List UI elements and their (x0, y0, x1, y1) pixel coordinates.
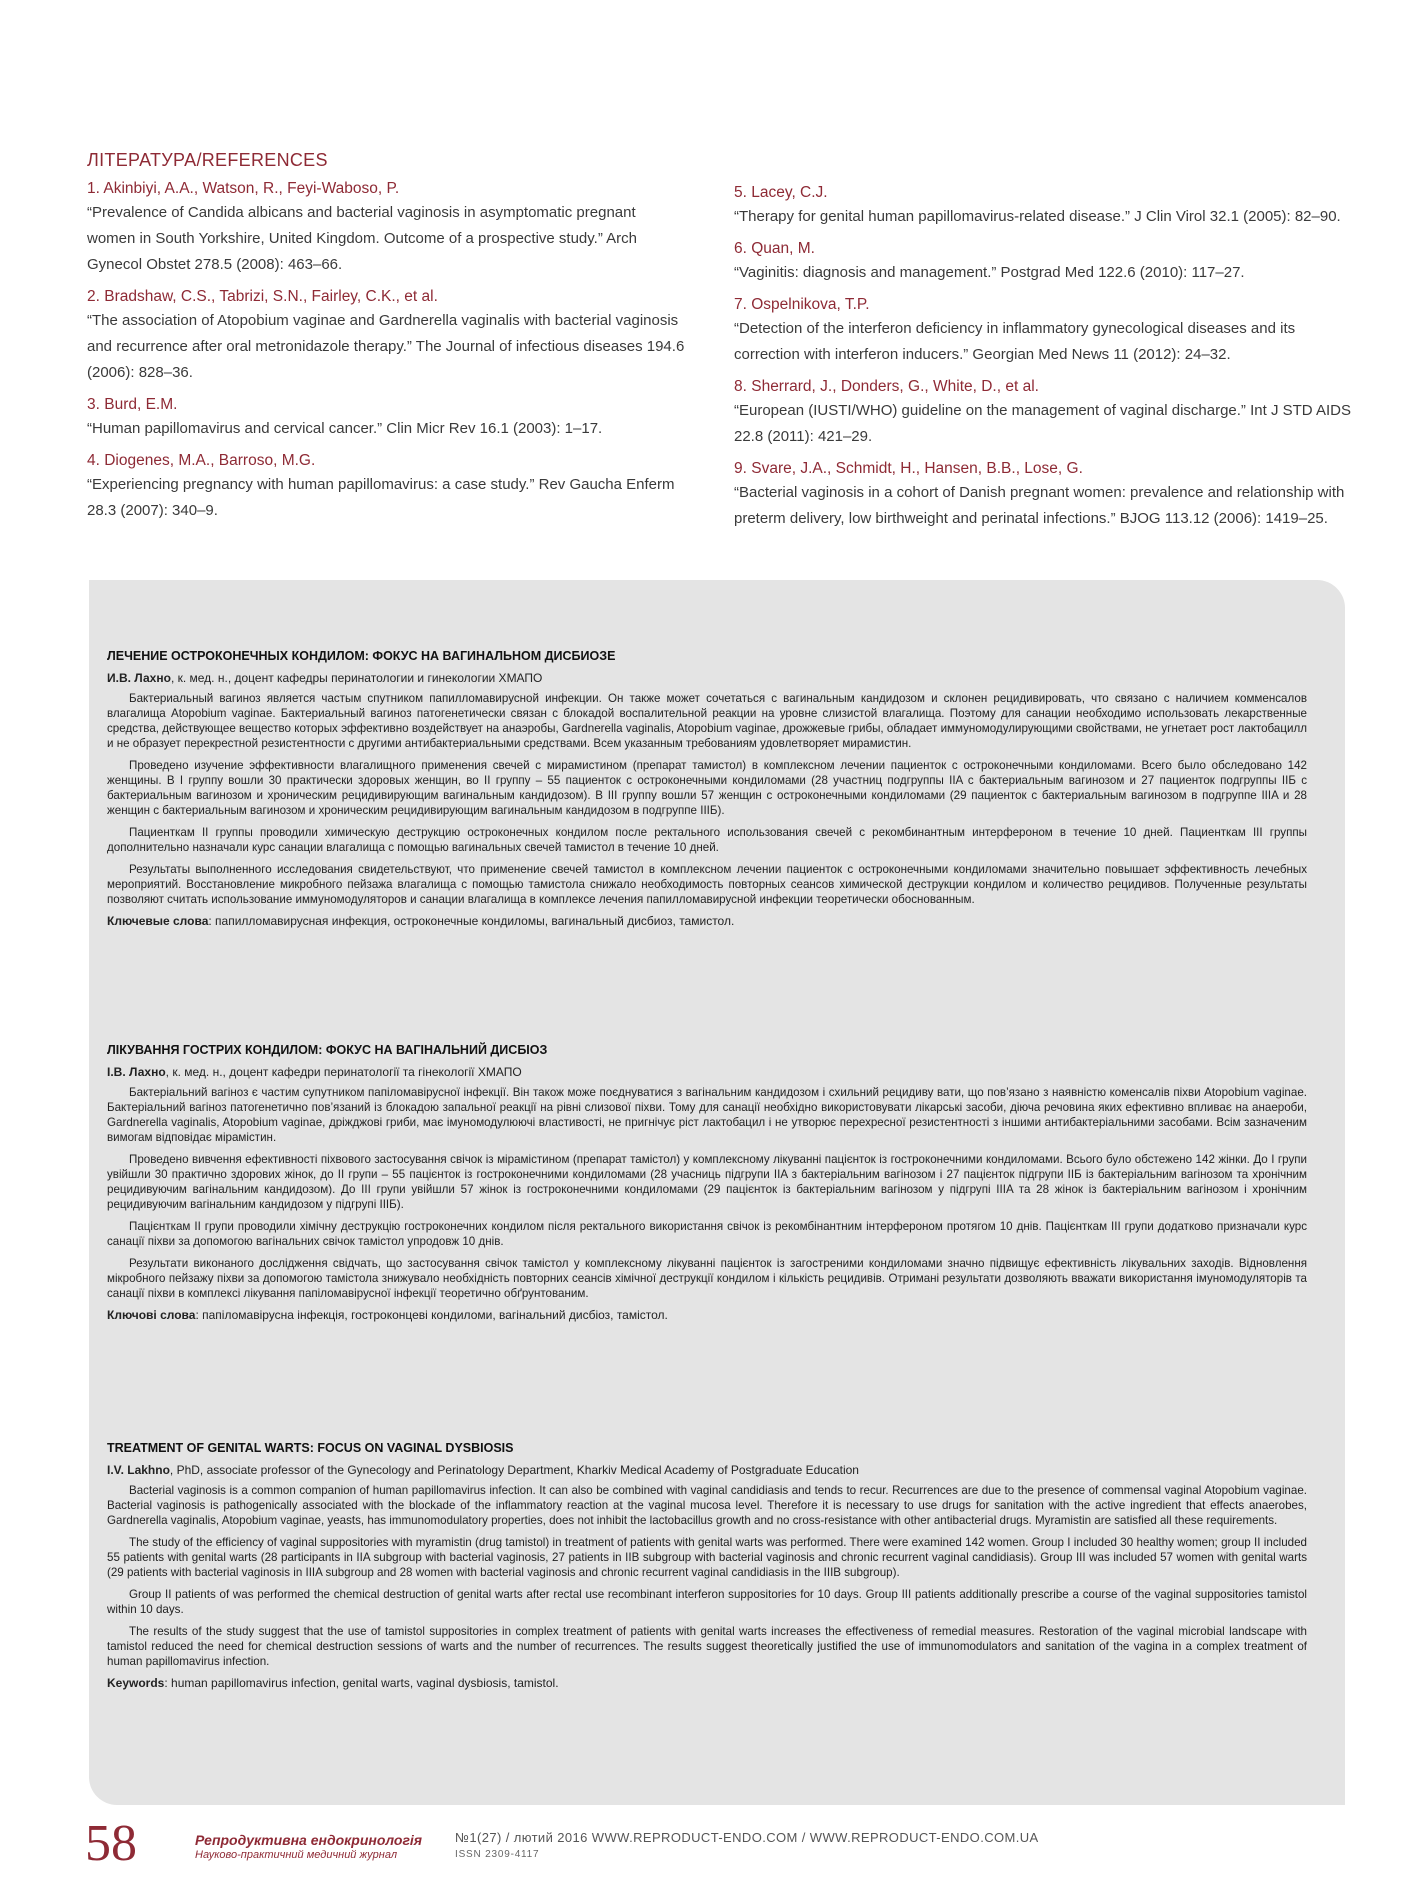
reference-authors: 3. Burd, E.M. (87, 396, 178, 413)
abstract-title: TREATMENT OF GENITAL WARTS: FOCUS ON VAGINAL DYSBIOSIS (107, 1441, 514, 1455)
journal-subtitle: Науково-практичний медичний журнал (195, 1849, 398, 1861)
keywords-text: : папилломавирусная инфекция, остроконечные кондиломы, вагинальный дисбиоз, тамистол. (208, 914, 735, 928)
reference-text: “Bacterial vaginosis in a cohort of Danish pregnant women: prevalence and relationship with preterm delivery, low birthweight and perinatal infections.” BJOG 113.12 (2006): 1419–25. (734, 484, 1345, 527)
reference-item (87, 286, 687, 386)
reference-item (734, 182, 1354, 230)
abstract-title: ЛІКУВАННЯ ГОСТРИХ КОНДИЛОМ: ФОКУС НА ВАГІНАЛЬНИЙ ДИСБІОЗ (107, 1043, 548, 1057)
author-affiliation: , PhD, associate professor of the Gynecology and Perinatology Department, Kharkiv Medical Academy of Postgraduate Education (169, 1463, 859, 1477)
references-title: ЛІТЕРАТУРА/REFERENCES (87, 150, 328, 170)
abstract-russian (107, 648, 1307, 936)
reference-authors: 7. Ospelnikova, T.P. (734, 296, 870, 313)
keywords-text: : папіломавірусна інфекція, гостроконцеві кондиломи, вагінальний дисбіоз, тамістол. (195, 1308, 668, 1322)
issn: ISSN 2309-4117 (455, 1849, 540, 1860)
reference-text: “Therapy for genital human papillomavirus-related disease.” J Clin Virol 32.1 (2005): 82–90. (734, 208, 1341, 225)
keywords-text: : human papillomavirus infection, genital warts, vaginal dysbiosis, tamistol. (164, 1676, 559, 1690)
keywords-label: Ключові слова (107, 1308, 196, 1322)
abstract-paragraph: Проведено вивчення ефективності піхвового застосування свічок із мірамістином (препарат тамістол) у комплексному лікуванні пацієнток із гостроконечними кондиломами. Всього було обстежено 142 жінки. До I групи увійшли 30 практично здорових жінок, до II групи – 55 пацієнток із гостроконечними кондиломами (28 учасниць підгрупи IIA з бактеріальним вагінозом і 27 пацієнток підгрупи IIБ із бактеріальним вагінозом та хронічним рецидивуючим вагінальним кандидозом). До III групи увійшли 57 жінок із гостроконечними кондиломами (29 пацієнток із бактеріальним вагінозом у підгрупі IIIA та 28 жінок із бактеріальним вагінозом і хронічним рецидивуючим вагінальним кандидозом у підгрупі IIIБ). (107, 1153, 1307, 1211)
abstract-author (107, 1462, 1307, 1478)
abstract-paragraph: Результати виконаного дослідження свідчать, що застосування свічок тамістол у комплексному лікуванні пацієнток із загостреними кондиломами значно підвищує ефективність лікувальних заходів. Відновлення мікробного пейзажу піхви за допомогою тамістола знижувало необхідність повторних сеансів хімічної деструкції кондилом і кількість рецидивів. Отримані результати дозволяють вважати використання імуномодуляторів та санації піхви в комплексі лікування папіломавірусної інфекції теоретично обґрунтованим. (107, 1257, 1307, 1300)
reference-authors: 4. Diogenes, M.A., Barroso, M.G. (87, 452, 316, 469)
abstract-paragraph: Проведено изучение эффективности влагалищного применения свечей с мирамистином (препарат тамистол) в комплексном лечении пациенток с остроконечными кондиломами. Всего было обследовано 142 женщины. В I группу вошли 30 практически здоровых женщин, во II группу – 55 пациенток с остроконечными кондиломами (28 участниц подгруппы IIA с бактериальным вагинозом и 27 пациенток подгруппы IIБ с бактериальным вагинозом и хроническим рецидивирующим вагинальным кандидозом). В III группу вошли 57 женщин с остроконечными кондиломами (29 пациенток с бактериальным вагинозом в подгруппе IIIA и 28 женщин с бактериальным вагинозом и хроническим рецидивирующим вагинальным кандидозом в подгруппе IIIБ). (107, 759, 1307, 817)
author-name: I.V. Lakhno (107, 1463, 170, 1477)
reference-authors: 8. Sherrard, J., Donders, G., White, D., et al. (734, 378, 1039, 395)
keywords-label: Ключевые слова (107, 914, 209, 928)
journal-name: Репродуктивна ендокринологія (195, 1832, 423, 1848)
reference-item (734, 376, 1354, 450)
abstract-ukrainian (107, 1042, 1307, 1330)
reference-authors: 2. Bradshaw, C.S., Tabrizi, S.N., Fairley, C.K., et al. (87, 288, 438, 305)
reference-authors: 1. Akinbiyi, A.A., Watson, R., Feyi-Waboso, P. (87, 180, 400, 197)
references-right-column (734, 182, 1354, 540)
reference-text: “European (IUSTI/WHO) guideline on the management of vaginal discharge.” Int J STD AIDS 22.8 (2011): 421–29. (734, 402, 1351, 445)
page-footer (85, 1815, 1345, 1878)
reference-text: “Prevalence of Candida albicans and bacterial vaginosis in asymptomatic pregnant women in South Yorkshire, United Kingdom. Outcome of a prospective study.” Arch Gynecol Obstet 278.5 (2008): 463–66. (87, 204, 638, 273)
reference-text: “Human papillomavirus and cervical cancer.” Clin Micr Rev 16.1 (2003): 1–17. (87, 420, 603, 437)
abstract-author (107, 1064, 1307, 1080)
author-affiliation: , к. мед. н., доцент кафедри перинатології та гінекології ХМАПО (165, 1065, 522, 1079)
author-affiliation: , к. мед. н., доцент кафедры перинатологии и гинекологии ХМАПО (170, 671, 543, 685)
abstract-paragraph: Group II patients of was performed the chemical destruction of genital warts after rectal use recombinant interferon suppositories for 10 days. Group III patients additionally prescribe a course of the vaginal suppositories tamistol within 10 days. (107, 1588, 1307, 1616)
abstract-title: ЛЕЧЕНИЕ ОСТРОКОНЕЧНЫХ КОНДИЛОМ: ФОКУС НА ВАГИНАЛЬНОМ ДИСБИОЗЕ (107, 649, 616, 663)
reference-text: “Vaginitis: diagnosis and management.” Postgrad Med 122.6 (2010): 117–27. (734, 264, 1245, 281)
reference-authors: 5. Lacey, C.J. (734, 184, 828, 201)
abstract-keywords (107, 914, 1307, 929)
references-left-column (87, 178, 687, 532)
abstract-english (107, 1440, 1307, 1698)
abstract-paragraph: Пациенткам II группы проводили химическую деструкцию остроконечных кондилом после ректального использования свечей с рекомбинантным интерфероном в течение 10 дней. Пациенткам III группы дополнительно назначали курс санации влагалища с помощью вагинальных свечей тамистол в течение 10 дней. (107, 826, 1307, 854)
reference-text: “Experiencing pregnancy with human papillomavirus: a case study.” Rev Gaucha Enferm 28.3 (2007): 340–9. (87, 476, 675, 519)
abstract-keywords (107, 1308, 1307, 1323)
abstract-paragraph: The study of the efficiency of vaginal suppositories with myramistin (drug tamistol) in treatment of patients with genital warts was performed. There were examined 142 women. Group I included 30 healthy women; group II included 55 patients with genital warts (28 participants in IIA subgroup with bacterial vaginosis, 27 patients in IIB subgroup with bacterial vaginosis and chronic recurrent vaginal candidiasis). Group III was included 57 women with genital warts (29 patients with bacterial vaginosis in IIIA subgroup and 28 women with bacterial vaginosis and chronic recurrent vaginal candidiasis in the IIIB subgroup). (107, 1536, 1307, 1579)
page-number: 58 (85, 1815, 137, 1872)
abstract-paragraph: Bacterial vaginosis is a common companion of human papillomavirus infection. It can also be combined with vaginal candidiasis and tends to recur. Recurrences are due to the presence of commensal vaginal Atopobium vaginae. Bacterial vaginosis is pathogenically associated with the blockade of the inflammatory reaction at the vaginal mucosa level. Therefore it is necessary to use drugs for sanitation with the active ingredient that effects anaerobes, Gardnerella vaginalis, Atopobium vaginae, yeasts, has immunomodulatory properties, does not inhibit the lactobacillus growth and no cross-resistance with other antibacterial drugs. Myramistin are satisfied all these requirements. (107, 1484, 1307, 1527)
reference-item (734, 238, 1354, 286)
reference-authors: 9. Svare, J.A., Schmidt, H., Hansen, B.B., Lose, G. (734, 460, 1083, 477)
reference-item (87, 178, 687, 278)
reference-item (734, 294, 1354, 368)
abstract-paragraph: Бактериальный вагиноз является частым спутником папилломавирусной инфекции. Он также может сочетаться с вагинальным кандидозом и склонен рецидивировать, что связано с наличием комменсалов влагалища Atopobium vaginae. Бактериальный вагиноз патогенетически связан с блокадой воспалительной реакции на уровне слизистой влагалища. Поэтому для санации необходимо использовать лекарственные средства, действующее вещество которых эффективно воздействует на анаэробы, Gardnerella vaginalis, Atopobium vaginae, дрожжевые грибы, обладает иммуномодулирующими свойствами, не угнетает рост лактобацилл и не образует перекрестной резистентности с другими антибактериальными средствами. Всем указанным требованиям удовлетворяет мирамистин. (107, 692, 1307, 750)
author-name: И.В. Лахно (107, 671, 171, 685)
reference-text: “The association of Atopobium vaginae and Gardnerella vaginalis with bacterial vaginosis and recurrence after oral metronidazole therapy.” The Journal of infectious diseases 194.6 (2006): 828–36. (87, 312, 685, 381)
journal-block (195, 1832, 422, 1862)
abstract-paragraph: Бактеріальний вагіноз є частим супутником папіломавірусної інфекції. Він також може поєднуватися з вагінальним кандидозом і схильний рецидиву вати, що пов’язано з наявністю коменсалів піхви Atopobium vaginae. Бактеріальний вагіноз патогенетично пов’язаний із блокадою запальної реакції на рівні слизової піхви. Тому для санації необхідно використовувати лікарські засоби, діюча речовина яких ефективно впливає на анаероби, Gardnerella vaginalis, Atopobium vaginae, дріжджові гриби, має імуномодулюючі властивості, не пригнічує ріст лактобацил і не утворює перехресної резистентності з іншими антибактеріальними засобами. Всім зазначеним вимогам відповідає мірамістин. (107, 1086, 1307, 1144)
abstract-author (107, 670, 1307, 686)
abstracts-panel (89, 580, 1345, 1805)
abstract-paragraph: Результаты выполненного исследования свидетельствуют, что применение свечей тамистол в комплексном лечении пациенток с остроконечными кондиломами значительно повышает эффективность лечебных мероприятий. Восстановление микробного пейзажа влагалища с помощью тамистола снижало необходимость повторных сеансов химической деструкции кондилом и количество рецидивов. Полученные результаты позволяют считать использование иммуномодуляторов и санации влагалища в комплексе лечения папилломавирусной инфекции теоретически обоснованным. (107, 863, 1307, 906)
abstract-keywords (107, 1676, 1307, 1691)
reference-item (87, 450, 687, 524)
reference-text: “Detection of the interferon deficiency in inflammatory gynecological diseases and its correction with interferon inducers.” Georgian Med News 11 (2012): 24–32. (734, 320, 1296, 363)
reference-authors: 6. Quan, M. (734, 240, 815, 257)
keywords-label: Keywords (107, 1676, 165, 1690)
reference-item (734, 458, 1354, 532)
author-name: І.В. Лахно (107, 1065, 166, 1079)
abstract-paragraph: Пацієнткам II групи проводили хімічну деструкцію гостроконечних кондилом після ректального використання свічок із рекомбінантним інтерфероном протягом 10 днів. Пацієнткам III групи додатково призначали курс санації піхви за допомогою вагінальних свічок тамістол упродовж 10 днів. (107, 1220, 1307, 1248)
issue-and-website: №1(27) / лютий 2016 WWW.REPRODUCT-ENDO.COM / WWW.REPRODUCT-ENDO.COM.UA (455, 1830, 1039, 1845)
reference-item (87, 394, 687, 442)
abstract-paragraph: The results of the study suggest that the use of tamistol suppositories in complex treatment of patients with genital warts increases the effectiveness of remedial measures. Restoration of the vaginal microbial landscape with tamistol reduced the need for chemical destruction sessions of warts and the number of recurrences. The results suggest theoretically justified the use of immunomodulators and sanitation of the vagina in a complex treatment of human papillomavirus infection. (107, 1625, 1307, 1668)
